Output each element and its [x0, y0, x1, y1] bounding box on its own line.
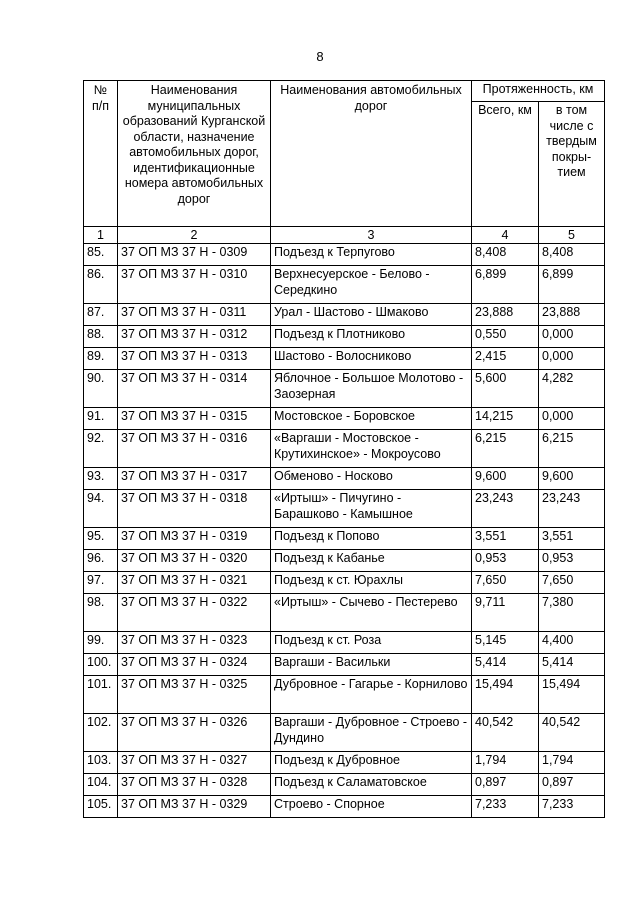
- length-hard-surface: 0,000: [539, 326, 605, 348]
- row-number: 101.: [84, 676, 118, 714]
- table-row: [84, 774, 605, 796]
- length-hard-surface: 7,650: [539, 572, 605, 594]
- header-hard-surface: в том числе с твердым покры-тием: [539, 102, 605, 227]
- header-municipal: Наименования муниципальных образований Курганской области, назначение автомобильных дорог, идентификационные номера автомобильных дорог: [118, 81, 271, 227]
- road-name: Подъезд к Дубровное: [271, 752, 472, 774]
- table-body: [84, 244, 605, 818]
- length-total: 0,953: [472, 550, 539, 572]
- road-id: 37 ОП МЗ 37 Н - 0318: [118, 490, 271, 528]
- table-row: [84, 304, 605, 326]
- column-number: 4: [472, 227, 539, 244]
- road-id: 37 ОП МЗ 37 Н - 0314: [118, 370, 271, 408]
- table-row: [84, 528, 605, 550]
- length-hard-surface: 6,899: [539, 266, 605, 304]
- road-id: 37 ОП МЗ 37 Н - 0310: [118, 266, 271, 304]
- road-name: Подъезд к Саламатовское: [271, 774, 472, 796]
- road-id: 37 ОП МЗ 37 Н - 0319: [118, 528, 271, 550]
- length-total: 9,711: [472, 594, 539, 632]
- road-id: 37 ОП МЗ 37 Н - 0329: [118, 796, 271, 818]
- length-hard-surface: 0,953: [539, 550, 605, 572]
- road-id: 37 ОП МЗ 37 Н - 0328: [118, 774, 271, 796]
- length-hard-surface: 23,888: [539, 304, 605, 326]
- road-id: 37 ОП МЗ 37 Н - 0326: [118, 714, 271, 752]
- road-id: 37 ОП МЗ 37 Н - 0320: [118, 550, 271, 572]
- row-number: 104.: [84, 774, 118, 796]
- road-id: 37 ОП МЗ 37 Н - 0312: [118, 326, 271, 348]
- road-name: Подъезд к Плотниково: [271, 326, 472, 348]
- table-row: [84, 714, 605, 752]
- length-total: 6,215: [472, 430, 539, 468]
- row-number: 90.: [84, 370, 118, 408]
- column-number: 2: [118, 227, 271, 244]
- length-total: 23,888: [472, 304, 539, 326]
- road-id: 37 ОП МЗ 37 Н - 0327: [118, 752, 271, 774]
- length-total: 14,215: [472, 408, 539, 430]
- row-number: 88.: [84, 326, 118, 348]
- table-row: [84, 468, 605, 490]
- length-total: 8,408: [472, 244, 539, 266]
- page-number: 8: [316, 49, 324, 64]
- road-id: 37 ОП МЗ 37 Н - 0325: [118, 676, 271, 714]
- table-row: [84, 348, 605, 370]
- length-total: 5,414: [472, 654, 539, 676]
- row-number: 95.: [84, 528, 118, 550]
- table-row: [84, 408, 605, 430]
- length-hard-surface: 7,233: [539, 796, 605, 818]
- length-total: 6,899: [472, 266, 539, 304]
- road-id: 37 ОП МЗ 37 Н - 0315: [118, 408, 271, 430]
- header-num: № п/п: [84, 81, 118, 227]
- road-name: Варгаши - Дубровное - Строево - Дундино: [271, 714, 472, 752]
- road-name: Яблочное - Большое Молотово - Заозерная: [271, 370, 472, 408]
- length-total: 7,650: [472, 572, 539, 594]
- road-name: Обменово - Носково: [271, 468, 472, 490]
- row-number: 85.: [84, 244, 118, 266]
- table-row: [84, 796, 605, 818]
- row-number: 97.: [84, 572, 118, 594]
- road-name: Подъезд к Попово: [271, 528, 472, 550]
- road-name: Варгаши - Васильки: [271, 654, 472, 676]
- table-row: [84, 430, 605, 468]
- row-number: 102.: [84, 714, 118, 752]
- length-hard-surface: 3,551: [539, 528, 605, 550]
- table-row: [84, 676, 605, 714]
- road-name: Подъезд к Терпугово: [271, 244, 472, 266]
- length-total: 5,600: [472, 370, 539, 408]
- length-hard-surface: 9,600: [539, 468, 605, 490]
- length-hard-surface: 1,794: [539, 752, 605, 774]
- road-name: Шастово - Волосниково: [271, 348, 472, 370]
- row-number: 89.: [84, 348, 118, 370]
- table-row: [84, 752, 605, 774]
- length-total: 7,233: [472, 796, 539, 818]
- row-number: 103.: [84, 752, 118, 774]
- road-name: Урал - Шастово - Шмаково: [271, 304, 472, 326]
- row-number: 94.: [84, 490, 118, 528]
- header-length: Протяженность, км: [472, 81, 605, 102]
- length-total: 1,794: [472, 752, 539, 774]
- length-total: 0,897: [472, 774, 539, 796]
- row-number: 92.: [84, 430, 118, 468]
- length-total: 15,494: [472, 676, 539, 714]
- table-row: [84, 370, 605, 408]
- row-number: 87.: [84, 304, 118, 326]
- road-id: 37 ОП МЗ 37 Н - 0323: [118, 632, 271, 654]
- road-name: «Варгаши - Мостовское - Крутихинское» - Мокроусово: [271, 430, 472, 468]
- length-hard-surface: 23,243: [539, 490, 605, 528]
- table-row: [84, 632, 605, 654]
- roads-table: [83, 80, 605, 818]
- column-number: 1: [84, 227, 118, 244]
- road-name: Подъезд к ст. Роза: [271, 632, 472, 654]
- row-number: 91.: [84, 408, 118, 430]
- column-number: 3: [271, 227, 472, 244]
- road-name: Строево - Спорное: [271, 796, 472, 818]
- table-row: [84, 550, 605, 572]
- road-id: 37 ОП МЗ 37 Н - 0316: [118, 430, 271, 468]
- row-number: 93.: [84, 468, 118, 490]
- length-total: 23,243: [472, 490, 539, 528]
- table-row: [84, 244, 605, 266]
- road-id: 37 ОП МЗ 37 Н - 0324: [118, 654, 271, 676]
- row-number: 96.: [84, 550, 118, 572]
- road-name: «Иртыш» - Пичугино - Барашково - Камышное: [271, 490, 472, 528]
- row-number: 100.: [84, 654, 118, 676]
- length-hard-surface: 8,408: [539, 244, 605, 266]
- length-total: 2,415: [472, 348, 539, 370]
- length-hard-surface: 5,414: [539, 654, 605, 676]
- road-id: 37 ОП МЗ 37 Н - 0311: [118, 304, 271, 326]
- table-row: [84, 266, 605, 304]
- row-number: 86.: [84, 266, 118, 304]
- length-hard-surface: 4,400: [539, 632, 605, 654]
- road-id: 37 ОП МЗ 37 Н - 0309: [118, 244, 271, 266]
- road-name: Дубровное - Гагарье - Корнилово: [271, 676, 472, 714]
- table-row: [84, 594, 605, 632]
- road-id: 37 ОП МЗ 37 Н - 0322: [118, 594, 271, 632]
- length-total: 40,542: [472, 714, 539, 752]
- road-name: Подъезд к ст. Юрахлы: [271, 572, 472, 594]
- length-hard-surface: 40,542: [539, 714, 605, 752]
- length-hard-surface: 6,215: [539, 430, 605, 468]
- table-header: [84, 81, 605, 244]
- length-total: 3,551: [472, 528, 539, 550]
- row-number: 98.: [84, 594, 118, 632]
- column-number-row: [84, 227, 605, 244]
- length-hard-surface: 15,494: [539, 676, 605, 714]
- header-road-name: Наименования автомобильных дорог: [271, 81, 472, 227]
- road-id: 37 ОП МЗ 37 Н - 0317: [118, 468, 271, 490]
- length-hard-surface: 0,000: [539, 348, 605, 370]
- length-total: 5,145: [472, 632, 539, 654]
- table-row: [84, 654, 605, 676]
- length-hard-surface: 4,282: [539, 370, 605, 408]
- length-hard-surface: 0,000: [539, 408, 605, 430]
- row-number: 105.: [84, 796, 118, 818]
- table-row: [84, 326, 605, 348]
- table-row: [84, 572, 605, 594]
- length-total: 0,550: [472, 326, 539, 348]
- table-row: [84, 490, 605, 528]
- road-name: «Иртыш» - Сычево - Пестерево: [271, 594, 472, 632]
- road-id: 37 ОП МЗ 37 Н - 0321: [118, 572, 271, 594]
- header-total: Всего, км: [472, 102, 539, 227]
- road-id: 37 ОП МЗ 37 Н - 0313: [118, 348, 271, 370]
- road-name: Подъезд к Кабанье: [271, 550, 472, 572]
- length-hard-surface: 0,897: [539, 774, 605, 796]
- row-number: 99.: [84, 632, 118, 654]
- length-total: 9,600: [472, 468, 539, 490]
- length-hard-surface: 7,380: [539, 594, 605, 632]
- road-name: Верхнесуерское - Белово - Середкино: [271, 266, 472, 304]
- road-name: Мостовское - Боровское: [271, 408, 472, 430]
- column-number: 5: [539, 227, 605, 244]
